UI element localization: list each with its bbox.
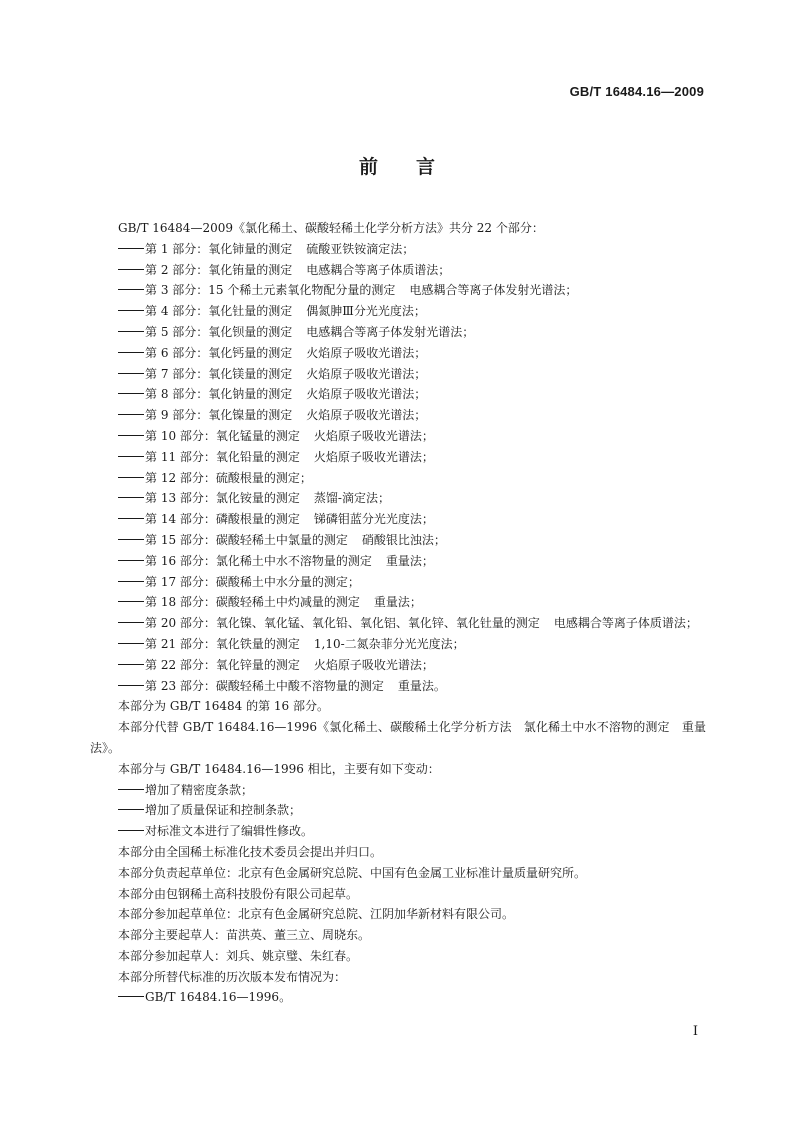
em-dash-mark — [118, 373, 144, 374]
em-dash-mark — [118, 539, 144, 540]
em-dash-mark — [118, 560, 144, 561]
standard-number: GB/T 16484.16—2009 — [569, 84, 704, 99]
list-item-text: 第 10 部分：氧化锰量的测定 — [145, 428, 300, 443]
list-item-method: 火焰原子吸收光谱法； — [313, 449, 434, 464]
part-list-item — [90, 364, 706, 385]
part-list-item — [90, 426, 706, 447]
em-dash-mark — [118, 477, 144, 478]
em-dash-mark — [118, 996, 144, 997]
list-item-method: 重量法。 — [397, 678, 446, 693]
list-item-text: 第 23 部分：碳酸轻稀土中酸不溶物量的测定 — [145, 678, 384, 693]
replaces-paragraph: 本部分代替 GB/T 16484.16—1996《氯化稀土、碳酸稀土化学分析方法 氯化稀土中水不溶物的测定 重量法》。 — [90, 720, 706, 755]
list-item-method: 电感耦合等离子体发射光谱法； — [306, 324, 475, 339]
part-list-item — [90, 322, 706, 343]
part-list-item — [90, 405, 706, 426]
em-dash-mark — [118, 331, 144, 332]
list-item-method: 火焰原子吸收光谱法； — [306, 345, 427, 360]
em-dash-mark — [118, 393, 144, 394]
statement-paragraph: 本部分负责起草单位：北京有色金属研究总院、中国有色金属工业标准计量质量研究所。 — [118, 865, 587, 880]
part-list-item — [90, 447, 706, 468]
statement-paragraph: 本部分所替代标准的历次版本发布情况为： — [118, 969, 347, 984]
list-item-text: 对标准文本进行了编辑性修改。 — [145, 824, 314, 839]
em-dash-mark — [118, 456, 144, 457]
list-item-text: 第 21 部分：氧化铁量的测定 — [145, 636, 300, 651]
list-item-text: 第 7 部分：氧化镁量的测定 — [145, 366, 293, 381]
list-item-text: GB/T 16484.16—1996。 — [145, 990, 292, 1005]
statements-list — [90, 842, 706, 988]
history-list-item — [90, 987, 706, 1008]
em-dash-mark — [118, 352, 144, 353]
em-dash-mark — [118, 414, 144, 415]
part-list-item — [90, 468, 706, 489]
em-dash-mark — [118, 269, 144, 270]
list-item-method: 重量法； — [373, 595, 422, 610]
list-item-method: 重量法； — [385, 553, 434, 568]
list-item-method: 1,10-二氮杂菲分光光度法； — [313, 636, 465, 651]
em-dash-mark — [118, 581, 144, 582]
list-item-text: 增加了质量保证和控制条款； — [145, 803, 302, 818]
em-dash-mark — [118, 601, 144, 602]
part-list-item — [90, 613, 706, 634]
list-item-text: 第 14 部分：磷酸根量的测定 — [145, 512, 300, 527]
part-list-item — [90, 301, 706, 322]
list-item-method: 偶氮胂Ⅲ分光光度法； — [306, 304, 426, 319]
statement-paragraph: 本部分由包钢稀土高科技股份有限公司起草。 — [118, 886, 359, 901]
list-item-text: 第 20 部分：氧化镍、氧化锰、氧化铅、氧化铝、氧化锌、氧化钍量的测定 — [145, 616, 540, 631]
statement-paragraph: 本部分参加起草人：刘兵、姚京璧、朱红春。 — [118, 948, 359, 963]
statement-paragraph: 本部分主要起草人：苗洪英、董三立、周晓东。 — [118, 928, 371, 943]
em-dash-mark — [118, 830, 144, 831]
part-list-item — [90, 551, 706, 572]
changes-list — [90, 780, 706, 842]
intro-paragraph: GB/T 16484—2009《氯化稀土、碳酸轻稀土化学分析方法》共分 22 个部分： — [118, 221, 544, 235]
page-number: I — [692, 1024, 698, 1039]
em-dash-mark — [118, 497, 144, 498]
list-item-text: 第 17 部分：碳酸稀土中水分量的测定； — [145, 574, 360, 589]
part-list-item — [90, 280, 706, 301]
change-list-item — [90, 800, 706, 821]
list-item-method: 硫酸亚铁铵滴定法； — [306, 241, 415, 256]
statement-paragraph: 本部分由全国稀土标准化技术委员会提出并归口。 — [118, 844, 383, 859]
list-item-method: 蒸馏-滴定法； — [313, 491, 390, 506]
em-dash-mark — [118, 289, 144, 290]
page-title: 前言 — [358, 156, 473, 178]
list-item-method: 硝酸银比浊法； — [361, 532, 446, 547]
list-item-text: 第 3 部分：15 个稀土元素氧化物配分量的测定 — [145, 283, 396, 298]
em-dash-mark — [118, 248, 144, 249]
part-list-item — [90, 509, 706, 530]
list-item-method: 电感耦合等离子体发射光谱法； — [409, 283, 578, 298]
list-item-text: 第 6 部分：氧化钙量的测定 — [145, 345, 293, 360]
part-list-item — [90, 572, 706, 593]
list-item-text: 第 1 部分：氧化铈量的测定 — [145, 241, 293, 256]
part-list-item — [90, 239, 706, 260]
list-item-text: 第 11 部分：氧化铅量的测定 — [145, 449, 300, 464]
list-item-text: 第 4 部分：氧化钍量的测定 — [145, 304, 293, 319]
list-item-method: 火焰原子吸收光谱法； — [306, 408, 427, 423]
part-list-item — [90, 384, 706, 405]
list-item-text: 第 18 部分：碳酸轻稀土中灼减量的测定 — [145, 595, 360, 610]
part-list-item — [90, 343, 706, 364]
parts-list — [90, 239, 706, 697]
em-dash-mark — [118, 310, 144, 311]
em-dash-mark — [118, 685, 144, 686]
list-item-text: 第 9 部分：氧化镍量的测定 — [145, 408, 293, 423]
em-dash-mark — [118, 664, 144, 665]
em-dash-mark — [118, 435, 144, 436]
document-body — [90, 218, 706, 1008]
em-dash-mark — [118, 789, 144, 790]
this-part-paragraph: 本部分为 GB/T 16484 的第 16 部分。 — [118, 699, 329, 714]
list-item-text: 第 15 部分：碳酸轻稀土中氯量的测定 — [145, 532, 348, 547]
em-dash-mark — [118, 643, 144, 644]
em-dash-mark — [118, 809, 144, 810]
history-list — [90, 987, 706, 1008]
change-list-item — [90, 780, 706, 801]
change-list-item — [90, 821, 706, 842]
em-dash-mark — [118, 518, 144, 519]
list-item-text: 第 5 部分：氧化钡量的测定 — [145, 324, 293, 339]
list-item-text: 第 2 部分：氧化铕量的测定 — [145, 262, 293, 277]
part-list-item — [90, 592, 706, 613]
em-dash-mark — [118, 622, 144, 623]
list-item-text: 第 22 部分：氧化锌量的测定 — [145, 657, 300, 672]
list-item-method: 电感耦合等离子体质谱法； — [553, 616, 698, 631]
part-list-item — [90, 530, 706, 551]
list-item-text: 第 12 部分：硫酸根量的测定； — [145, 470, 312, 485]
part-list-item — [90, 634, 706, 655]
part-list-item — [90, 676, 706, 697]
part-list-item — [90, 655, 706, 676]
statement-paragraph: 本部分参加起草单位：北京有色金属研究总院、江阴加华新材料有限公司。 — [118, 907, 515, 922]
list-item-method: 电感耦合等离子体质谱法； — [306, 262, 451, 277]
list-item-text: 第 8 部分：氧化钠量的测定 — [145, 387, 293, 402]
list-item-text: 第 16 部分：氯化稀土中水不溶物量的测定 — [145, 553, 372, 568]
list-item-method: 火焰原子吸收光谱法； — [313, 657, 434, 672]
list-item-text: 第 13 部分：氯化铵量的测定 — [145, 491, 300, 506]
list-item-method: 火焰原子吸收光谱法； — [306, 366, 427, 381]
list-item-text: 增加了精密度条款； — [145, 782, 254, 797]
list-item-method: 火焰原子吸收光谱法； — [313, 428, 434, 443]
part-list-item — [90, 260, 706, 281]
list-item-method: 锑磷钼蓝分光光度法； — [313, 512, 434, 527]
changes-intro-paragraph: 本部分与 GB/T 16484.16—1996 相比，主要有如下变动： — [118, 761, 440, 776]
list-item-method: 火焰原子吸收光谱法； — [306, 387, 427, 402]
part-list-item — [90, 488, 706, 509]
